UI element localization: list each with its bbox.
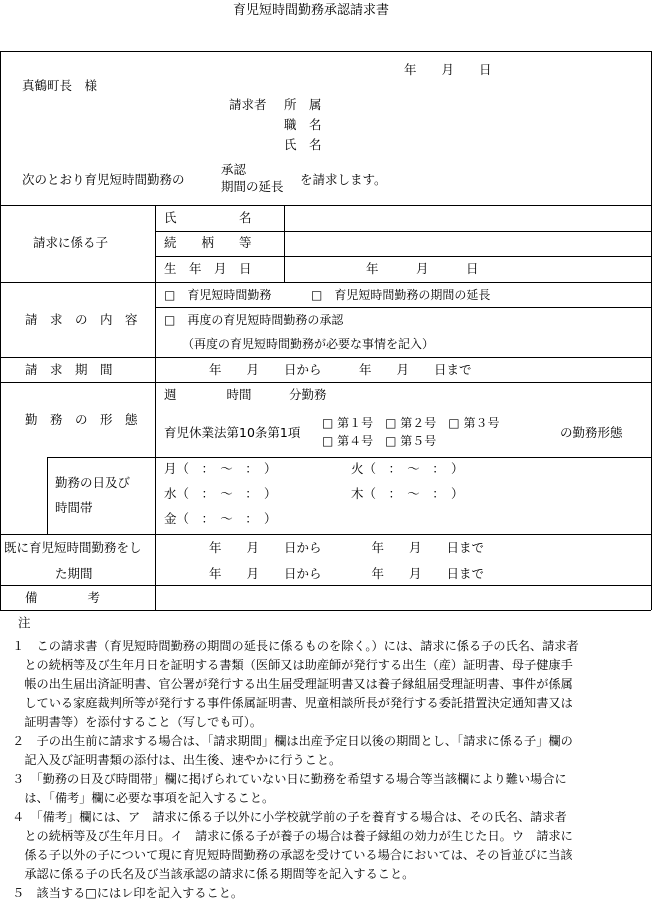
period-label: 請 求 期 間: [25, 362, 113, 377]
child-birth-label: 生 年 月 日: [164, 261, 252, 276]
note-line: 係る子以外の子について現に育児短時間勤務の承認を受けている場合においては、その旨並びに当該: [0, 848, 573, 862]
position-label: 職 名: [284, 117, 322, 132]
law-reference: 育児休業法第10条第1項: [164, 425, 301, 440]
past-period-row1: 年 月 日から 年 月 日まで: [209, 540, 485, 555]
content-option-extension[interactable]: □ 育児短時間勤務の期間の延長: [311, 288, 491, 302]
affiliation-label: 所 属: [284, 97, 322, 112]
page-title: 育児短時間勤務承認請求書: [233, 3, 390, 18]
work-section-label: 勤 務 の 形 態: [25, 412, 138, 427]
note-line: １ この請求書（育児短時間勤務の期間の延長に係るものを除く。）には、請求に係る子の氏名、請求者: [0, 639, 579, 653]
note-line: ４ 「備考」欄には、ア 請求に係る子以外に小学校就学前の子を養育する場合は、その氏名、請求者: [0, 810, 567, 824]
period-value: 年 月 日から 年 月 日まで: [209, 362, 472, 377]
name-label: 氏 名: [284, 137, 322, 152]
work-days-label-1: 勤務の日及び: [55, 475, 131, 490]
request-sentence-suffix: を請求します。: [300, 172, 387, 187]
note-line: は、「備考」欄に必要な事項を記入すること。: [0, 791, 275, 805]
day-thursday: 木（ ： ～ ： ）: [351, 486, 464, 501]
note-line: 記入及び証明書類の添付は、出生後、速やかに行うこと。: [0, 753, 342, 767]
note-line: 帳の出生届出済証明書、官公署が発行する出生届受理証明書又は養子縁組届受理証明書、事件が係属: [0, 677, 573, 691]
content-section-label: 請 求 の 内 容: [25, 312, 138, 327]
note-line: ５ 該当する□にはレ印を記入すること。: [0, 886, 244, 900]
option-extension: 期間の延長: [221, 179, 284, 194]
past-period-label-2: た期間: [55, 566, 93, 581]
note-line: している家庭裁判所等が発行する事件係属証明書、児童相談所長が発行する委託措置決定通知書又は: [0, 696, 573, 710]
weekly-hours: 週 時間 分勤務: [164, 387, 327, 402]
content-option-reapproval[interactable]: □ 再度の育児短時間勤務の承認: [164, 313, 344, 327]
day-wednesday: 水（ ： ～ ： ）: [164, 486, 277, 501]
child-section-label: 請求に係る子: [33, 235, 109, 250]
notes-list: [0, 637, 652, 903]
work-days-label-2: 時間帯: [55, 500, 93, 515]
notes-heading: 注: [18, 615, 31, 630]
day-monday: 月（ ： ～ ： ）: [164, 461, 277, 476]
day-friday: 金（ ： ～ ： ）: [164, 511, 277, 526]
note-line: 承認に係る子の氏名及び当該承認の請求に係る期間等を記入すること。: [0, 867, 415, 881]
note-line: との続柄等及び生年月日。イ 請求に係る子が養子の場合は養子縁組の効力が生じた日。ウ 請求に: [0, 829, 573, 843]
child-name-label: 氏 名: [164, 210, 252, 225]
day-tuesday: 火（ ： ～ ： ）: [351, 461, 464, 476]
note-line: ３ 「勤務の日及び時間帯」欄に掲げられていない日に勤務を希望する場合等当該欄により難い場合に: [0, 772, 567, 786]
note-line: ２ 子の出生前に請求する場合は、「請求期間」欄は出産予定日以後の期間とし、「請求に係る子」欄の: [0, 734, 573, 748]
option-approval: 承認: [221, 162, 247, 177]
addressee: 真鶴町長 様: [22, 78, 98, 93]
content-reapproval-note: （再度の育児短時間勤務が必要な事情を記入）: [182, 337, 435, 351]
work-form-suffix: の勤務形態: [560, 425, 623, 440]
request-sentence-prefix: 次のとおり育児短時間勤務の: [22, 172, 185, 187]
remarks-label: 備 考: [25, 590, 101, 605]
request-date: 年 月 日: [404, 62, 492, 77]
work-options-row2[interactable]: □ 第４号 □ 第５号: [322, 434, 437, 448]
content-option-short-time[interactable]: □ 育児短時間勤務: [164, 288, 272, 302]
requester-label: 請求者: [229, 97, 267, 112]
child-birth-value: 年 月 日: [366, 261, 479, 276]
work-options-row1[interactable]: □ 第１号 □ 第２号 □ 第３号: [322, 416, 500, 430]
note-line: との続柄等及び生年月日を証明する書類（医師又は助産師が発行する出生（産）証明書、母子健康手: [0, 658, 573, 672]
note-line: 証明書等）を添付すること（写しでも可）。: [0, 715, 263, 729]
child-relation-label: 続 柄 等: [164, 235, 252, 250]
past-period-label-1: 既に育児短時間勤務をし: [4, 540, 142, 555]
past-period-row2: 年 月 日から 年 月 日まで: [209, 566, 485, 581]
